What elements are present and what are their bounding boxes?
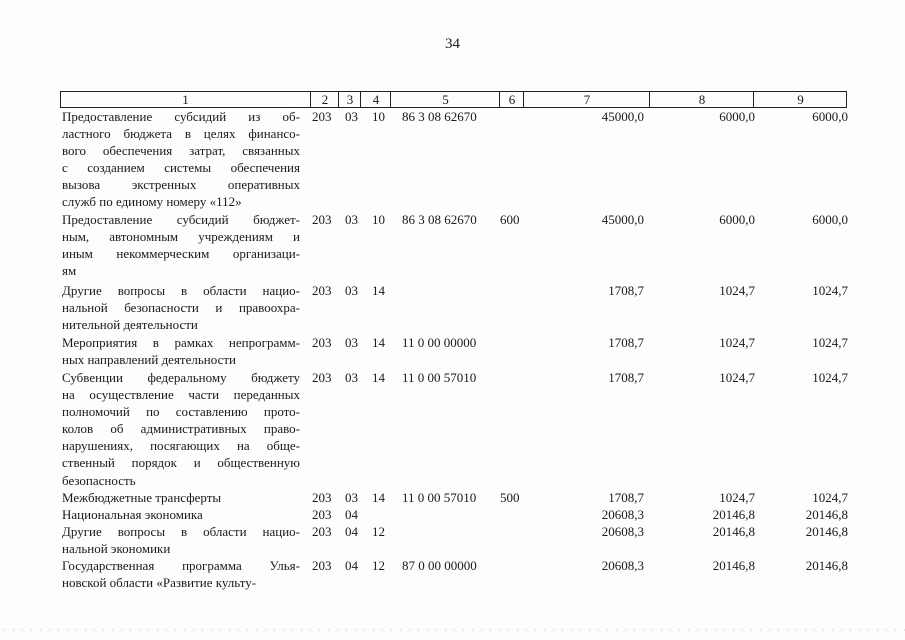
row-name bbox=[62, 506, 300, 523]
row-name-line: с созданием системы обеспечения bbox=[62, 160, 300, 176]
cell-c2: 203 bbox=[312, 490, 332, 505]
cell-c2: 203 bbox=[312, 283, 332, 298]
row-name-line: нальной экономики bbox=[62, 541, 171, 557]
cell-c5: 11 0 00 00000 bbox=[402, 335, 477, 350]
header-col-9: 9 bbox=[753, 92, 847, 107]
cell-c8: 1024,7 bbox=[719, 283, 755, 298]
cell-c6: 600 bbox=[500, 212, 520, 227]
cell-c3: 03 bbox=[345, 370, 358, 385]
row-name-line: нарушениях, посягающих на обще- bbox=[62, 438, 300, 454]
cell-c3: 04 bbox=[345, 558, 358, 573]
cell-c2: 203 bbox=[312, 109, 332, 124]
cell-c7: 1708,7 bbox=[608, 283, 644, 298]
row-name-line: нальной безопасности и правоохра- bbox=[62, 300, 300, 316]
cell-c5: 11 0 00 57010 bbox=[402, 370, 477, 385]
row-name-line: Мероприятия в рамках непрограмм- bbox=[62, 335, 300, 350]
row-name bbox=[62, 211, 300, 279]
row-name-line: вызова экстренных оперативных bbox=[62, 177, 300, 193]
row-name-line: Государственная программа Улья- bbox=[62, 558, 300, 573]
cell-c2: 203 bbox=[312, 370, 332, 385]
cell-c5: 86 3 08 62670 bbox=[402, 212, 477, 227]
row-name-line: колов об административных право- bbox=[62, 421, 300, 437]
row-name-line: ных направлений деятельности bbox=[62, 352, 236, 368]
row-name-line: новской области «Развитие культу- bbox=[62, 575, 257, 591]
cell-c9: 20146,8 bbox=[805, 507, 848, 522]
row-name-line: нительной деятельности bbox=[62, 317, 198, 333]
row-name-line: Другие вопросы в области нацио- bbox=[62, 524, 300, 539]
header-col-2: 2 bbox=[310, 92, 339, 107]
header-col-6: 6 bbox=[499, 92, 524, 107]
row-name bbox=[62, 369, 300, 489]
cell-c7: 20608,3 bbox=[601, 558, 644, 573]
cell-c8: 1024,7 bbox=[719, 370, 755, 385]
cell-c6: 500 bbox=[500, 490, 520, 505]
row-name bbox=[62, 108, 300, 211]
row-name-line: служб по единому номеру «112» bbox=[62, 194, 242, 210]
cell-c3: 04 bbox=[345, 507, 358, 522]
cell-c5: 11 0 00 57010 bbox=[402, 490, 477, 505]
cell-c7: 1708,7 bbox=[608, 370, 644, 385]
cell-c4: 12 bbox=[372, 524, 385, 539]
cell-c7: 45000,0 bbox=[601, 109, 644, 124]
cell-c9: 1024,7 bbox=[812, 335, 848, 350]
cell-c7: 1708,7 bbox=[608, 335, 644, 350]
cell-c8: 1024,7 bbox=[719, 335, 755, 350]
cell-c5: 87 0 00 00000 bbox=[402, 558, 477, 573]
header-col-5: 5 bbox=[390, 92, 500, 107]
cell-c4: 10 bbox=[372, 212, 385, 227]
cell-c9: 20146,8 bbox=[805, 558, 848, 573]
row-name-line: ственный порядок и общественную bbox=[62, 455, 300, 471]
cell-c4: 14 bbox=[372, 283, 385, 298]
cell-c2: 203 bbox=[312, 335, 332, 350]
cell-c3: 03 bbox=[345, 490, 358, 505]
row-name-line: Предоставление субсидий бюджет- bbox=[62, 212, 300, 227]
cell-c8: 6000,0 bbox=[719, 109, 755, 124]
page-number: 34 bbox=[445, 36, 460, 52]
cell-c8: 20146,8 bbox=[712, 524, 755, 539]
cell-c8: 6000,0 bbox=[719, 212, 755, 227]
row-name-line: Субвенции федеральному бюджету bbox=[62, 370, 300, 385]
header-col-1: 1 bbox=[182, 92, 189, 107]
cell-c8: 1024,7 bbox=[719, 490, 755, 505]
row-name bbox=[62, 489, 300, 506]
row-name-line: полномочий по составлению прото- bbox=[62, 404, 300, 420]
row-name-line: иным некоммерческим организаци- bbox=[62, 246, 300, 262]
row-name-line: вого обеспечения затрат, связанных bbox=[62, 143, 300, 159]
row-name-line: Другие вопросы в области нацио- bbox=[62, 283, 300, 298]
row-name bbox=[62, 523, 300, 557]
cell-c4: 10 bbox=[372, 109, 385, 124]
row-name bbox=[62, 557, 300, 591]
cell-c3: 03 bbox=[345, 335, 358, 350]
cell-c7: 1708,7 bbox=[608, 490, 644, 505]
row-name-line: ластного бюджета в целях финансо- bbox=[62, 126, 300, 142]
row-name-line: Предоставление субсидий из об- bbox=[62, 109, 300, 124]
cell-c4: 14 bbox=[372, 335, 385, 350]
header-col-8: 8 bbox=[649, 92, 754, 107]
cell-c5: 86 3 08 62670 bbox=[402, 109, 477, 124]
cell-c8: 20146,8 bbox=[712, 558, 755, 573]
cell-c2: 203 bbox=[312, 212, 332, 227]
cell-c9: 6000,0 bbox=[812, 109, 848, 124]
header-col-4: 4 bbox=[360, 92, 391, 107]
header-col-7: 7 bbox=[523, 92, 650, 107]
cell-c7: 20608,3 bbox=[601, 507, 644, 522]
cell-c9: 1024,7 bbox=[812, 370, 848, 385]
cell-c7: 20608,3 bbox=[601, 524, 644, 539]
cell-c9: 20146,8 bbox=[805, 524, 848, 539]
cell-c2: 203 bbox=[312, 507, 332, 522]
cell-c4: 14 bbox=[372, 370, 385, 385]
row-name bbox=[62, 282, 300, 333]
cell-c4: 14 bbox=[372, 490, 385, 505]
row-name-line: на осуществление части переданных bbox=[62, 387, 300, 403]
cell-c4: 12 bbox=[372, 558, 385, 573]
row-name bbox=[62, 334, 300, 368]
row-name-line: ным, автономным учреждениям и bbox=[62, 229, 300, 245]
scan-noise bbox=[0, 628, 905, 632]
cell-c8: 20146,8 bbox=[712, 507, 755, 522]
cell-c9: 1024,7 bbox=[812, 283, 848, 298]
table-header bbox=[60, 91, 847, 108]
cell-c9: 6000,0 bbox=[812, 212, 848, 227]
cell-c7: 45000,0 bbox=[601, 212, 644, 227]
cell-c2: 203 bbox=[312, 558, 332, 573]
row-name-line: Межбюджетные трансферты bbox=[62, 490, 222, 505]
cell-c3: 03 bbox=[345, 109, 358, 124]
row-name-line: Национальная экономика bbox=[62, 507, 203, 522]
cell-c2: 203 bbox=[312, 524, 332, 539]
cell-c3: 03 bbox=[345, 283, 358, 298]
cell-c3: 03 bbox=[345, 212, 358, 227]
header-col-3: 3 bbox=[338, 92, 361, 107]
cell-c3: 04 bbox=[345, 524, 358, 539]
cell-c9: 1024,7 bbox=[812, 490, 848, 505]
row-name-line: безопасность bbox=[62, 472, 136, 488]
row-name-line: ям bbox=[62, 263, 77, 279]
